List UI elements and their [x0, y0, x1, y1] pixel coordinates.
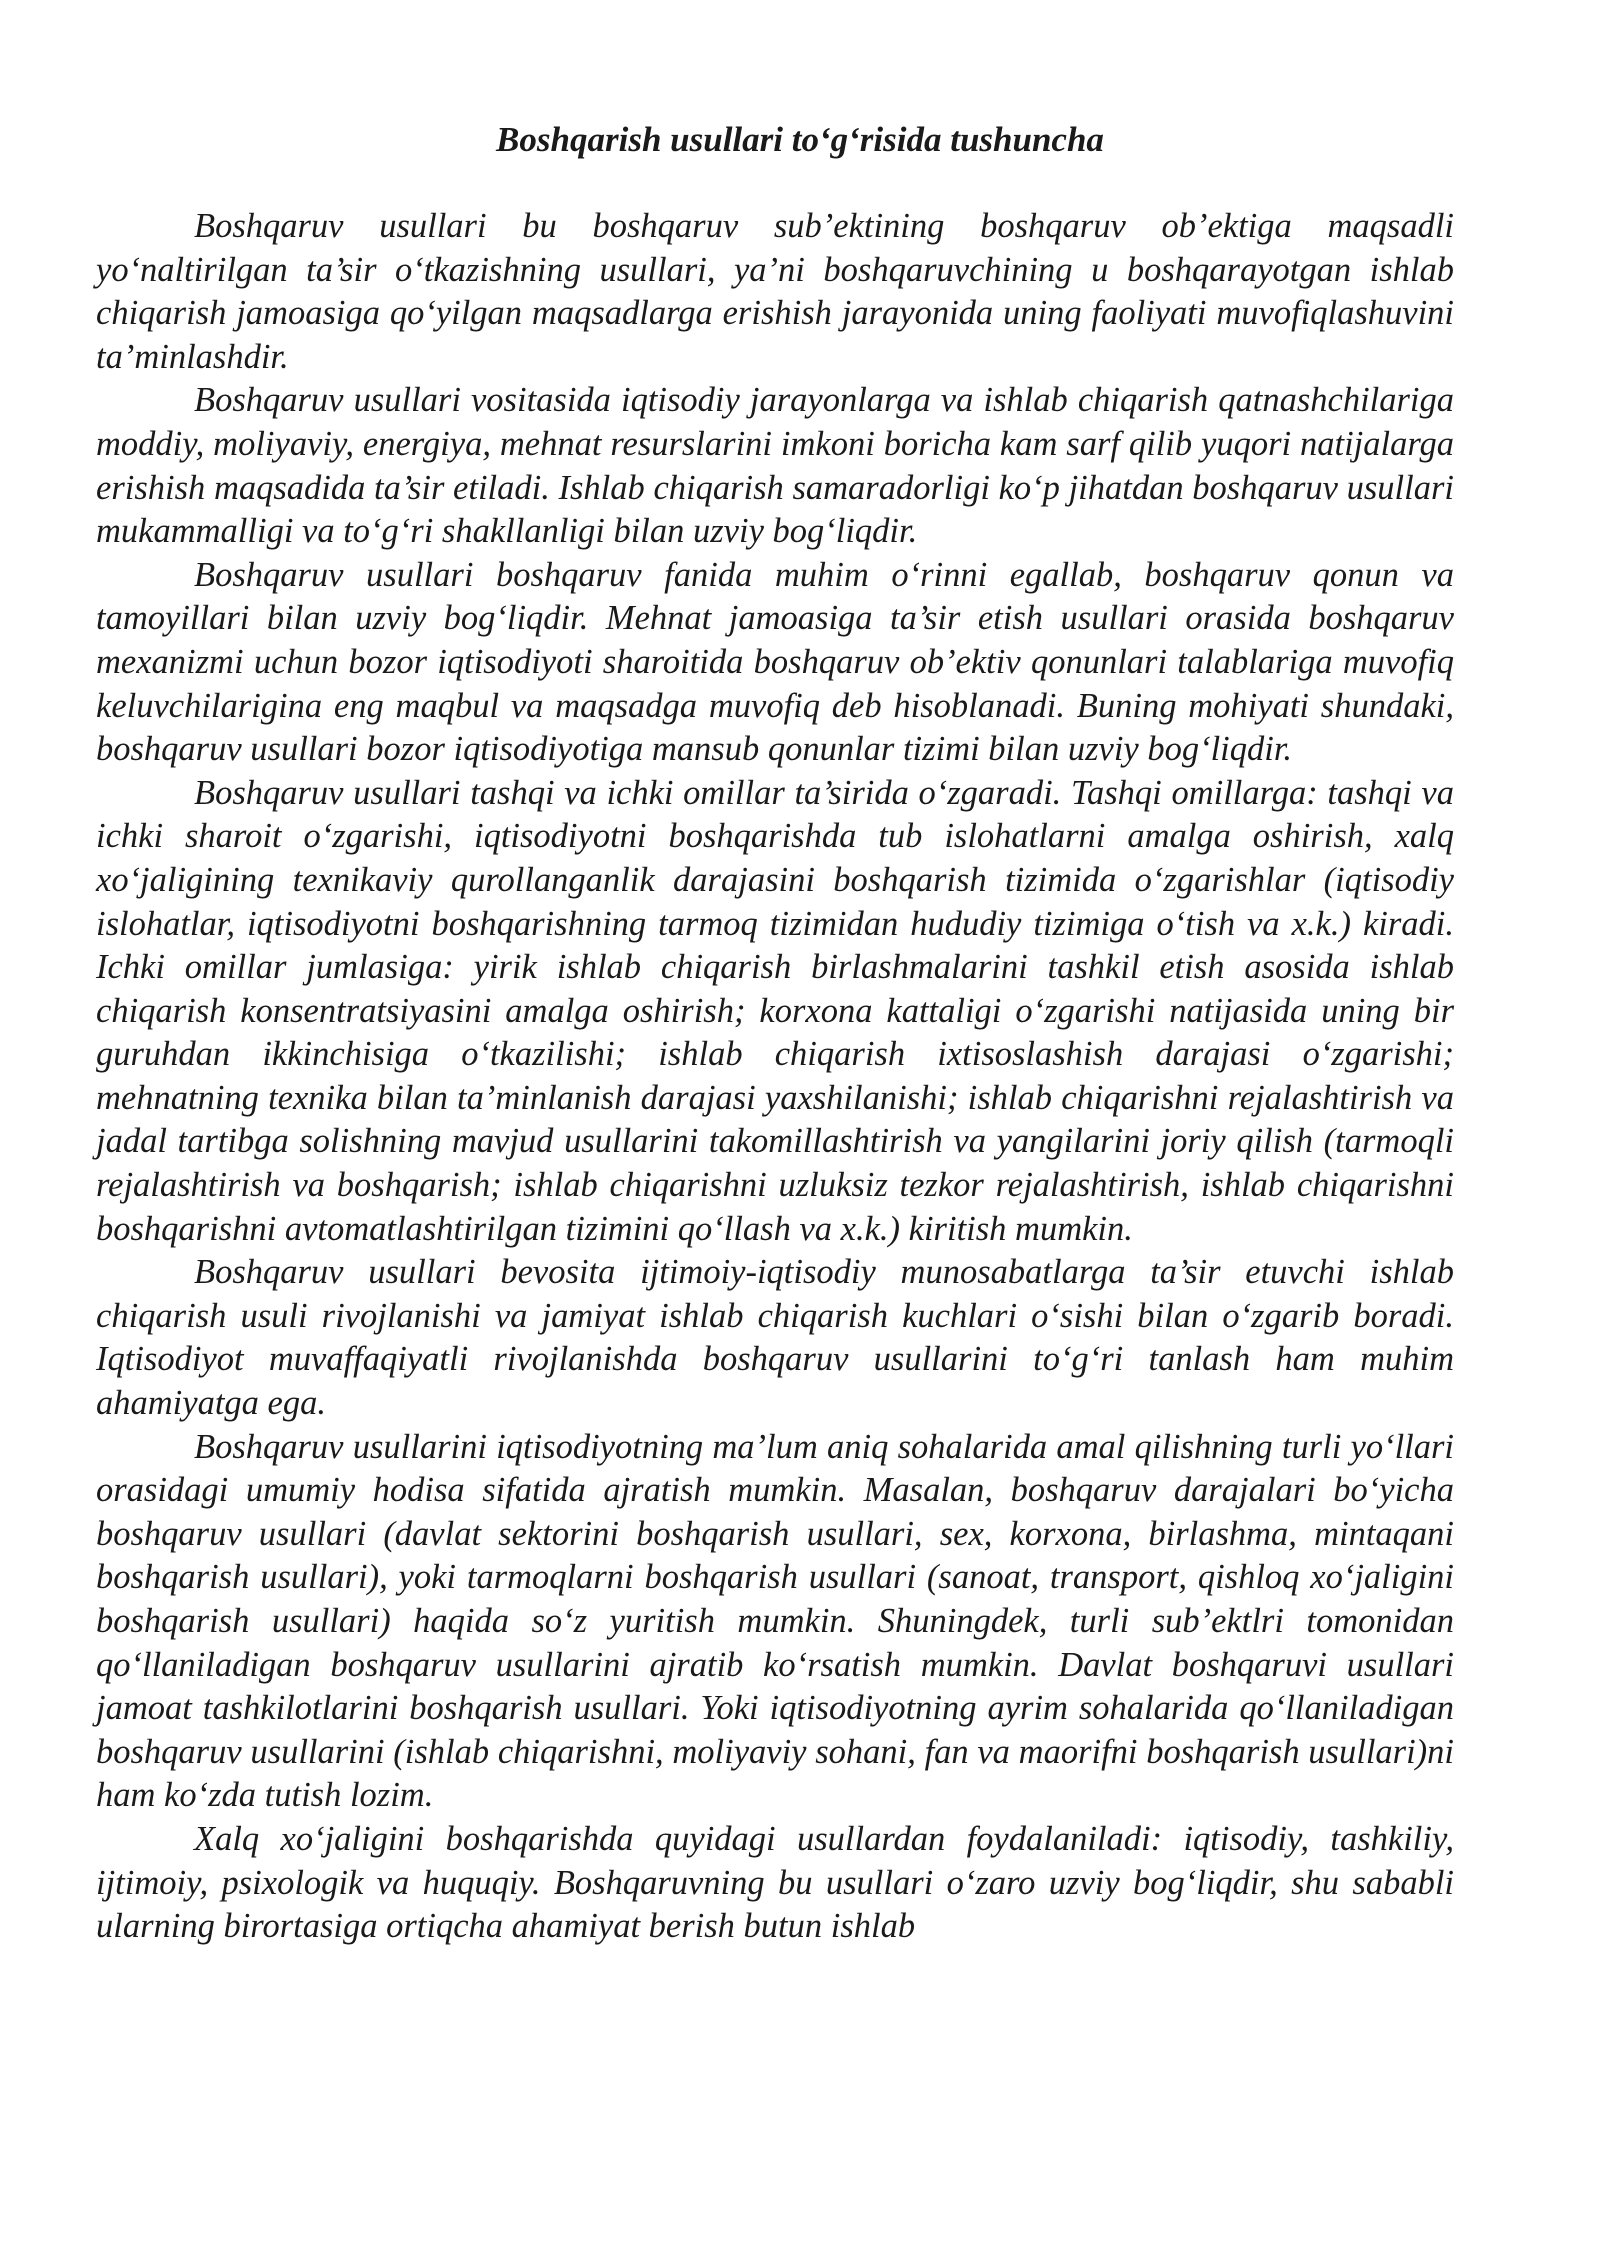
- paragraph-1: Boshqaruv usullari bu boshqaruv sub’ektining boshqaruv ob’ektiga maqsadli yo‘naltirilgan ta’sir o‘tkazishning usullari, ya’ni boshqaruvchining u boshqarayotgan ishlab chiqarish jamoasiga qo‘yilgan maqsadlarga erishish jarayonida uning faoliyati muvofiqlashuvini ta’minlashdir.: [96, 207, 1454, 376]
- document-title: Boshqarish usullari to‘g‘risida tushuncha: [496, 120, 1104, 159]
- paragraph-2: Boshqaruv usullari vositasida iqtisodiy jarayonlarga va ishlab chiqarish qatnashchilariga moddiy, moliyaviy, energiya, mehnat resurslarini imkoni boricha kam sarf qilib yuqori natijalarga erishish maqsadida ta’sir etiladi. Ishlab chiqarish samaradorligi ko‘p jihatdan boshqaruv usullari mukammalligi va to‘g‘ri shakllanligi bilan uzviy bog‘liqdir.: [96, 381, 1454, 551]
- paragraph-3: Boshqaruv usullari boshqaruv fanida muhim o‘rinni egallab, boshqaruv qonun va tamoyillari bilan uzviy bog‘liqdir. Mehnat jamoasiga ta’sir etish usullari orasida boshqaruv mexanizmi uchun bozor iqtisodiyoti sharoitida boshqaruv ob’ektiv qonunlari talablariga muvofiq keluvchilariginа eng maqbul va maqsadga muvofiq deb hisoblanadi. Buning mohiyati shundaki, boshqaruv usullari bozor iqtisodiyotiga mansub qonunlar tizimi bilan uzviy bog‘liqdir.: [96, 555, 1454, 769]
- paragraph-7: Xalq xo‘jaligini boshqarishda quyidagi usullardan foydalaniladi: iqtisodiy, tashkiliy, ijtimoiy, psixologik va huquqiy. Boshqaruvning bu usullari o‘zaro uzviy bog‘liqdir, shu sababli ularning birortasiga ortiqcha ahamiyat berish butun ishlab: [96, 1819, 1454, 1946]
- paragraph-6: Boshqaruv usullarini iqtisodiyotning ma’lum aniq sohalarida amal qilishning turli yo‘llari orasidagi umumiy hodisa sifatida ajratish mumkin. Masalan, boshqaruv darajalari bo‘yicha boshqaruv usullari (davlat sektorini boshqarish usullari, sex, korxona, birlashma, mintaqani boshqarish usullari), yoki tarmoqlarni boshqarish usullari (sanoat, transport, qishloq xo‘jaligini boshqarish usullari) haqida so‘z yuritish mumkin. Shuningdek, turli sub’ektlri tomonidan qo‘llaniladigan boshqaruv usullarini ajratib ko‘rsatish mumkin. Davlat boshqaruvi usullari jamoat tashkilotlarini boshqarish usullari. Yoki iqtisodiyotning ayrim sohalarida qo‘llaniladigan boshqaruv usullarini (ishlab chiqarishni, moliyaviy sohani, fan va maorifni boshqarish usullari)ni ham ko‘zda tutish lozim.: [96, 1427, 1454, 1815]
- paragraph-5: Boshqaruv usullari bevosita ijtimoiy-iqtisodiy munosabatlarga ta’sir etuvchi ishlab chiqarish usuli rivojlanishi va jamiyat ishlab chiqarish kuchlari o‘sishi bilan o‘zgarib boradi. Iqtisodiyot muvaffaqiyatli rivojlanishda boshqaruv usullarini to‘g‘ri tanlash ham muhim ahamiyatga ega.: [96, 1253, 1454, 1423]
- paragraph-4: Boshqaruv usullari tashqi va ichki omillar ta’sirida o‘zgaradi. Tashqi omillarga: tashqi va ichki sharoit o‘zgarishi, iqtisodiyotni boshqarishda tub islohatlarni amalga oshirish, xalq xo‘jaligining texnikaviy qurollanganlik darajasini boshqarish tizimida o‘zgarishlar (iqtisodiy islohatlar, iqtisodiyotni boshqarishning tarmoq tizimidan hududiy tizimiga o‘tish va x.k.) kiradi. Ichki omillar jumlasiga: yirik ishlab chiqarish birlashmalarini tashkil etish asosida ishlab chiqarish konsentratsiyasini amalga oshirish; korxona kattaligi o‘zgarishi natijasida uning bir guruhdan ikkinchisiga o‘tkazilishi; ishlab chiqarish ixtisoslashish darajasi o‘zgarishi; mehnatning texnika bilan ta’minlanish darajasi yaxshilanishi; ishlab chiqarishni rejalashtirish va jadal tartibga solishning mavjud usullarini takomillashtirish va yangilarini joriy qilish (tarmoqli rejalashtirish va boshqarish; ishlab chiqarishni uzluksiz tezkor rejalashtirish, ishlab chiqarishni boshqarishni avtomatlashtirilgan tizimini qo‘llash va x.k.) kiritish mumkin.: [96, 773, 1454, 1248]
- document-body: [96, 205, 1454, 1949]
